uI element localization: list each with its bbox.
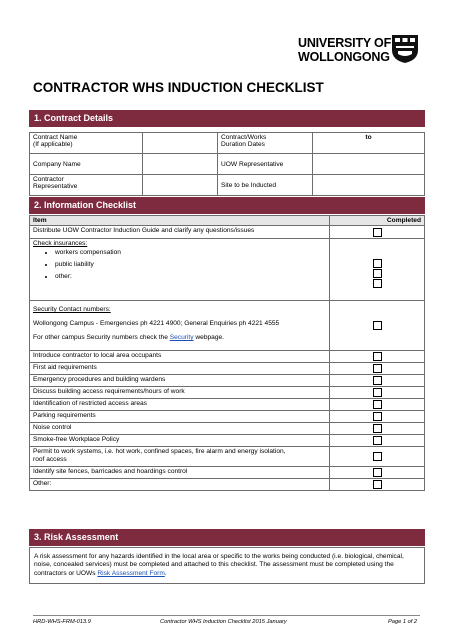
- site-fences-item: Identify site fences, barricades and hoardings control: [30, 466, 330, 478]
- checklist-checkbox[interactable]: [373, 352, 382, 361]
- other-item: Other:: [30, 478, 330, 490]
- risk-assessment-text: [29, 547, 425, 584]
- checklist-checkbox[interactable]: [373, 388, 382, 397]
- table-row: [30, 226, 425, 239]
- information-checklist-section: [29, 197, 425, 491]
- company-name-label: Company Name: [30, 154, 143, 175]
- insurances-item: [30, 239, 330, 301]
- security-link[interactable]: Security: [169, 334, 194, 341]
- risk-assessment-form-link[interactable]: Risk Assessment Form: [97, 569, 165, 577]
- distribute-item: Distribute UOW Contractor Induction Guide and clarify any questions/issues: [30, 226, 330, 239]
- list-item: • public liability: [55, 259, 326, 271]
- workers-compensation-checkbox[interactable]: [373, 259, 382, 268]
- security-checkbox[interactable]: [373, 321, 382, 330]
- security-other-campus: [33, 333, 326, 343]
- representative-text: Representative: [33, 183, 78, 190]
- checklist-checkbox[interactable]: [373, 364, 382, 373]
- permit-checkbox[interactable]: [373, 452, 382, 461]
- checklist-item: Introduce contractor to local area occupants: [30, 351, 330, 363]
- table-header-row: [30, 216, 425, 226]
- uow-representative-label: UOW Representative: [218, 154, 313, 175]
- contract-name-text: Contract Name: [33, 134, 78, 141]
- checklist-item: Smoke-free Workplace Policy: [30, 435, 330, 447]
- information-checklist-table: [29, 215, 425, 491]
- document-title: CONTRACTOR WHS INDUCTION CHECKLIST: [33, 80, 324, 95]
- checklist-item: Noise control: [30, 423, 330, 435]
- contract-details-section: [29, 110, 425, 196]
- checklist-item: Parking requirements: [30, 411, 330, 423]
- permit-text-line1: Permit to work systems, i.e. hot work, confined spaces, fire alarm and energy isolation,: [33, 448, 286, 455]
- table-row: [30, 478, 425, 490]
- table-row: [30, 375, 425, 387]
- checklist-checkbox[interactable]: [373, 412, 382, 421]
- checklist-checkbox[interactable]: [373, 436, 382, 445]
- contract-name-field[interactable]: [143, 133, 218, 154]
- site-label: Site to be Inducted: [218, 175, 313, 196]
- table-row: [30, 239, 425, 301]
- table-row: [30, 435, 425, 447]
- footer-divider: [33, 615, 420, 616]
- contract-name-label: [30, 133, 143, 154]
- completed-column-header: Completed: [330, 216, 425, 226]
- other-insurance-checkbox[interactable]: [373, 279, 382, 288]
- insurances-check-cell: [330, 239, 425, 301]
- duration-label: [218, 133, 313, 154]
- university-logo: [298, 34, 422, 70]
- item-column-header: Item: [30, 216, 330, 226]
- insurance-list: [33, 247, 326, 283]
- contractor-representative-field[interactable]: [143, 175, 218, 196]
- uow-representative-field[interactable]: [313, 154, 425, 175]
- checklist-item: Discuss building access requirements/hours of work: [30, 387, 330, 399]
- site-fences-checkbox[interactable]: [373, 468, 382, 477]
- table-row: [30, 133, 425, 154]
- table-row: [30, 351, 425, 363]
- security-webpage-text: webpage.: [195, 334, 224, 341]
- permit-check-cell: [330, 447, 425, 467]
- risk-assessment-period: .: [164, 569, 167, 577]
- list-item: • other:: [55, 271, 326, 283]
- security-check-cell: [330, 301, 425, 351]
- university-name-line1: UNIVERSITY OF: [298, 36, 392, 50]
- table-row: [30, 423, 425, 435]
- form-code: HRD-WHS-FRM-013.9: [33, 619, 91, 625]
- university-name-line2: WOLLONGONG: [298, 50, 390, 64]
- site-field[interactable]: [313, 175, 425, 196]
- distribute-check-cell: [330, 226, 425, 239]
- checklist-item: Identification of restricted access areas: [30, 399, 330, 411]
- distribute-checkbox[interactable]: [373, 228, 382, 237]
- to-label: to: [365, 134, 372, 141]
- contract-works-text: Contract/Works: [221, 134, 267, 141]
- checklist-checkbox[interactable]: [373, 424, 382, 433]
- security-wollongong: Wollongong Campus - Emergencies ph 4221 4900; General Enquiries ph 4221 4555: [33, 320, 280, 327]
- duration-field[interactable]: [313, 133, 425, 154]
- table-row: [30, 301, 425, 351]
- crest-icon: [390, 34, 420, 64]
- risk-assessment-body: A risk assessment for any hazards identified in the local area or specific to the works being conducted (i.e. biological, chemical, noise, concealed services) must be completed and attached to this checklist. The assessment must be completed using the contractors or UOWs: [34, 553, 404, 577]
- public-liability-checkbox[interactable]: [373, 269, 382, 278]
- permit-text-line2: roof access: [33, 456, 67, 464]
- table-row: [30, 399, 425, 411]
- duration-dates-text: Duration Dates: [221, 141, 265, 148]
- checklist-checkbox[interactable]: [373, 376, 382, 385]
- table-row: [30, 447, 425, 467]
- checklist-checkbox[interactable]: [373, 400, 382, 409]
- security-heading: Security Contact numbers:: [33, 306, 111, 313]
- other-checkbox[interactable]: [373, 480, 382, 489]
- security-item: [30, 301, 330, 351]
- contractor-text: Contractor: [33, 176, 64, 183]
- checklist-item: First aid requirements: [30, 363, 330, 375]
- permit-item: [30, 447, 330, 467]
- risk-assessment-section: [29, 529, 425, 584]
- page-number: Page 1 of 2: [388, 619, 418, 625]
- table-row: [30, 411, 425, 423]
- table-row: [30, 363, 425, 375]
- company-name-field[interactable]: [143, 154, 218, 175]
- contract-details-heading: 1. Contract Details: [29, 110, 425, 127]
- checklist-item: Emergency procedures and building wardens: [30, 375, 330, 387]
- list-item: • workers compensation: [55, 247, 326, 259]
- security-other-text: For other campus Security numbers check the: [33, 334, 168, 341]
- contractor-representative-label: [30, 175, 143, 196]
- table-row: [30, 466, 425, 478]
- check-insurances-heading: Check insurances:: [33, 240, 88, 247]
- information-checklist-heading: 2. Information Checklist: [29, 197, 425, 214]
- risk-assessment-heading: 3. Risk Assessment: [29, 529, 425, 546]
- table-row: [30, 154, 425, 175]
- contract-details-table: [29, 132, 425, 196]
- document-name: Contractor WHS Induction Checklist 2015 January: [160, 619, 287, 625]
- table-row: [30, 387, 425, 399]
- if-applicable-text: (If applicable): [33, 141, 73, 148]
- university-wordmark: [298, 36, 391, 64]
- table-row: [30, 175, 425, 196]
